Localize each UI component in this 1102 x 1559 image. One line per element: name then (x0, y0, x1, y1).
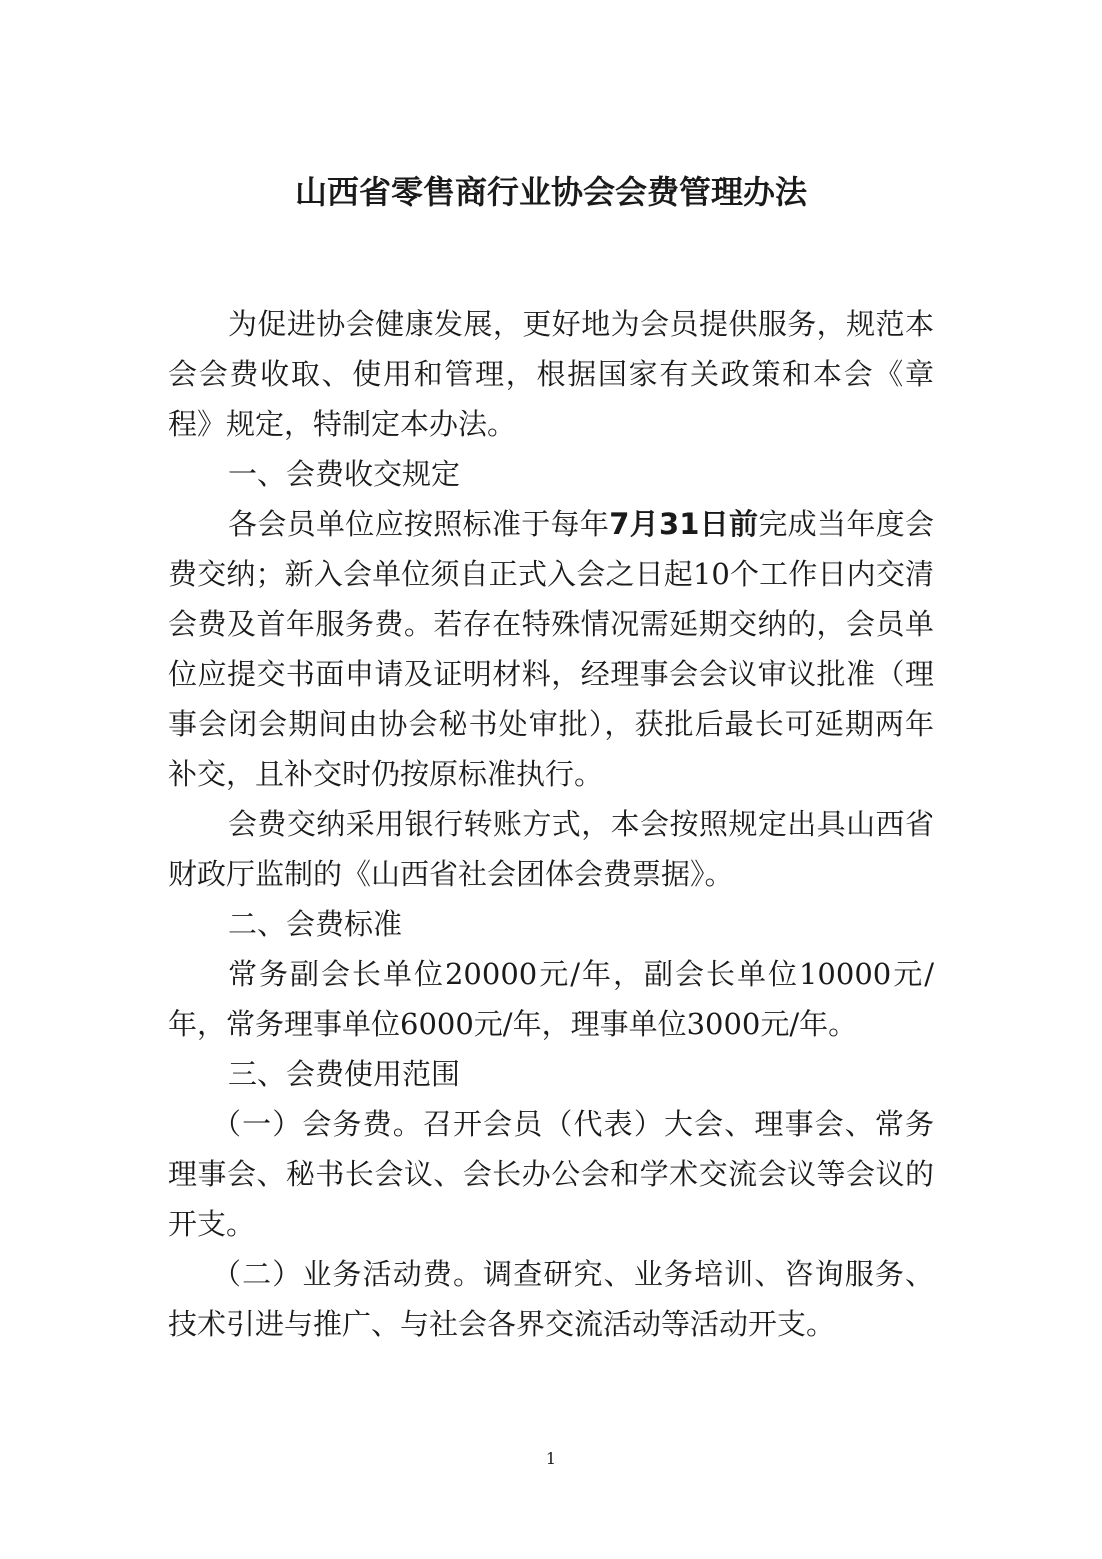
section-heading-fee-usage: 三、会费使用范围 (228, 1057, 461, 1091)
fee-collection-text-after: 完成当年度会费交纳；新入会单位须自正式入会之日起10个工作日内交清会费及首年服务费。若存在特殊情况需延期交纳的，会员单位应提交书面申请及证明材料，经理事会会议审议批准（理事会闭会期间由协会秘书处审批），获批后最长可延期两年补交，且补交时仍按原标准执行。 (168, 507, 934, 791)
document-body (168, 299, 934, 1349)
usage-item-meeting: （一）会务费。召开会员（代表）大会、理事会、常务理事会、秘书长会议、会长办公会和学术交流会议等会议的开支。 (168, 1107, 934, 1241)
deadline-highlight: 7月31日前 (609, 507, 759, 541)
section-heading-fee-collection: 一、会费收交规定 (228, 457, 461, 491)
payment-method-paragraph: 会费交纳采用银行转账方式，本会按照规定出具山西省财政厅监制的《山西省社会团体会费票据》。 (168, 807, 934, 891)
usage-item-activities: （二）业务活动费。调查研究、业务培训、咨询服务、技术引进与推广、与社会各界交流活动等活动开支。 (168, 1257, 934, 1341)
intro-paragraph: 为促进协会健康发展，更好地为会员提供服务，规范本会会费收取、使用和管理，根据国家有关政策和本会《章程》规定，特制定本办法。 (168, 307, 934, 441)
fee-collection-paragraph (168, 499, 934, 799)
section-heading-fee-standard: 二、会费标准 (228, 907, 403, 941)
document-title: 山西省零售商行业协会会费管理办法 (294, 173, 807, 211)
fee-standard-paragraph: 常务副会长单位20000元/年，副会长单位10000元/年，常务理事单位6000元/年，理事单位3000元/年。 (168, 957, 934, 1041)
page-number: 1 (545, 1449, 557, 1468)
fee-collection-text-before: 各会员单位应按照标准于每年 (228, 507, 610, 541)
